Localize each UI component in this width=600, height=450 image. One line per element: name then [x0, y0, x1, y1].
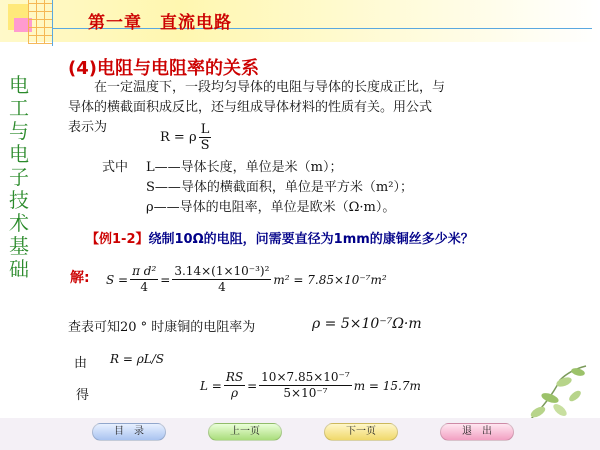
eq-fraction	[172, 264, 271, 295]
example-question	[86, 228, 474, 247]
formula-lhs: R = ρ	[160, 130, 197, 145]
example-text: 绕制10Ω的电阻，问需要直径为1mm的康铜丝多少米？	[148, 232, 474, 247]
eq-denominator: 4	[218, 280, 226, 294]
eq-denominator: 5×10⁻⁷	[283, 386, 328, 400]
example-tag: 【例1-2】	[86, 232, 149, 247]
definition-row	[102, 158, 413, 178]
intro-paragraph	[68, 78, 498, 138]
course-title-char: 工	[9, 96, 29, 120]
eq-denominator: 4	[140, 280, 149, 294]
eq-fraction	[224, 370, 245, 401]
definition-S: S——导体的横截面积，单位是平方米（m²）；	[146, 180, 413, 195]
definitions-lead: 式中	[102, 160, 129, 175]
resistance-formula	[160, 122, 214, 153]
chapter-title: 第一章 直流电路	[88, 13, 232, 33]
formula-fraction	[199, 122, 212, 153]
para-line: 导体的横截面积成反比，还与组成导体材料的性质有关。用公式	[68, 100, 433, 115]
definition-L: L——导体长度，单位是米（m）；	[146, 160, 343, 175]
definitions	[102, 158, 413, 218]
lookup-text: 查表可知20 ° 时康铜的电阻率为	[68, 320, 256, 335]
area-equation	[106, 264, 387, 295]
length-equation	[200, 370, 421, 401]
formula-denominator: S	[200, 138, 210, 153]
header-vertical-rule	[52, 0, 53, 46]
eq-equals: =	[160, 272, 171, 287]
decor-grid	[28, 0, 52, 44]
eq-result: m² = 7.85×10⁻⁷m²	[273, 272, 387, 287]
eq-numerator: 10×7.85×10⁻⁷	[261, 370, 350, 384]
course-title-char: 基	[9, 234, 29, 258]
prev-page-button[interactable]: 上一页	[208, 423, 282, 441]
eq-fraction	[130, 264, 158, 295]
course-title-char: 与	[9, 119, 29, 143]
solution-label: 解:	[70, 270, 90, 286]
eq-numerator: π d²	[132, 264, 157, 278]
para-line: 在一定温度下，一段均匀导体的电阻与导体的长度成正比，与	[94, 80, 446, 95]
next-page-button[interactable]: 下一页	[324, 423, 398, 441]
exit-button[interactable]: 退 出	[440, 423, 514, 441]
definition-row	[102, 178, 413, 198]
eq-numerator: 3.14×(1×10⁻³)²	[174, 264, 270, 278]
course-title-char: 技	[9, 188, 29, 212]
section-title: (4)电阻与电阻率的关系	[68, 58, 259, 79]
eq-fraction	[259, 370, 352, 401]
course-title-char: 电	[9, 73, 29, 97]
by-label: 由	[74, 356, 88, 371]
definition-row	[102, 198, 413, 218]
definition-rho: ρ——导体的电阻率，单位是欧米（Ω·m）。	[146, 200, 396, 215]
course-title-char: 术	[9, 211, 29, 235]
course-vertical-title	[8, 74, 30, 281]
by-formula: R = ρL/S	[110, 352, 165, 366]
get-label: 得	[76, 388, 90, 403]
toc-button[interactable]: 目 录	[92, 423, 166, 441]
eq-equals: =	[247, 378, 258, 393]
eq-l-lhs: L =	[200, 378, 222, 393]
para-line: 表示为	[68, 120, 108, 135]
course-title-char: 础	[9, 257, 29, 281]
resistivity-value: ρ = 5×10⁻⁷Ω·m	[312, 316, 422, 332]
eq-s-lhs: S =	[106, 272, 129, 287]
course-title-char: 电	[9, 142, 29, 166]
eq-denominator: ρ	[230, 386, 238, 400]
eq-numerator: RS	[225, 370, 244, 384]
formula-numerator: L	[200, 122, 210, 137]
eq-result: m = 15.7m	[353, 378, 421, 393]
course-title-char: 子	[9, 165, 29, 189]
